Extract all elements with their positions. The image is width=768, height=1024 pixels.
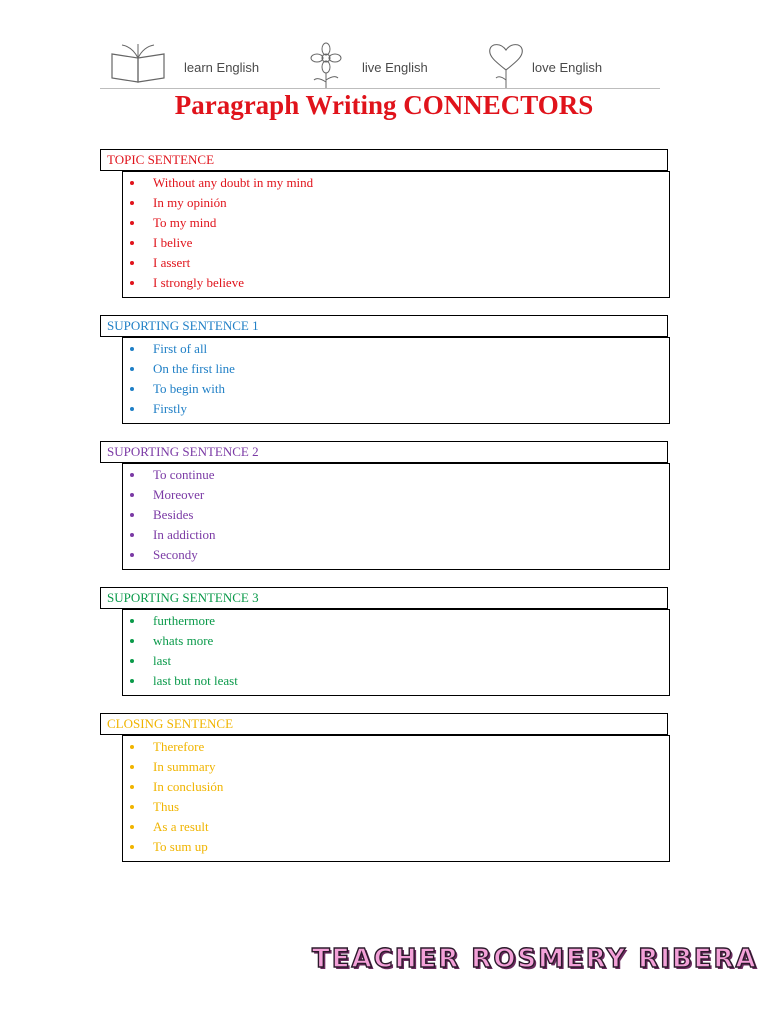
section-header-text: TOPIC SENTENCE: [107, 152, 215, 167]
section-list-box: [122, 735, 670, 862]
list-item: [123, 233, 669, 253]
list-item-text: To sum up: [153, 839, 208, 854]
bullet-icon: [130, 513, 134, 517]
section-list-box: [122, 463, 670, 570]
bullet-icon: [130, 679, 134, 683]
section-header-text: CLOSING SENTENCE: [107, 716, 234, 731]
love-english-text: love English: [532, 60, 603, 75]
section-list-box: [122, 337, 670, 424]
bullet-icon: [130, 845, 134, 849]
bullet-icon: [130, 805, 134, 809]
list-item: [123, 631, 669, 651]
section-header: [100, 713, 668, 735]
section-list-box: [122, 171, 670, 298]
banner-divider: [100, 88, 660, 89]
list-item: [123, 737, 669, 757]
list-item-text: Without any doubt in my mind: [153, 175, 314, 190]
bullet-icon: [130, 533, 134, 537]
bullet-icon: [130, 659, 134, 663]
list-item-text: last but not least: [153, 673, 238, 688]
list-item: [123, 837, 669, 857]
list-item: [123, 777, 669, 797]
list-item-text: In addiction: [153, 527, 216, 542]
section-header-text: SUPORTING SENTENCE 1: [107, 318, 259, 333]
bullet-icon: [130, 785, 134, 789]
bullet-icon: [130, 241, 134, 245]
list-item-text: In conclusión: [153, 779, 224, 794]
list-item: [123, 671, 669, 691]
list-item: [123, 465, 669, 485]
list-item: [123, 273, 669, 293]
bullet-icon: [130, 765, 134, 769]
section-header: [100, 441, 668, 463]
list-item-text: To begin with: [153, 381, 226, 396]
bullet-icon: [130, 281, 134, 285]
page-title: Paragraph Writing CONNECTORS: [174, 90, 594, 120]
footer-signature: [312, 944, 758, 984]
list-item-text: To my mind: [153, 215, 217, 230]
list-item-text: Therefore: [153, 739, 205, 754]
bullet-icon: [130, 619, 134, 623]
bullet-icon: [130, 407, 134, 411]
flower-icon: [298, 42, 358, 88]
list-item-text: In my opinión: [153, 195, 227, 210]
list-item-text: On the first line: [153, 361, 235, 376]
list-item: [123, 339, 669, 359]
list-item: [123, 797, 669, 817]
section-header-text: SUPORTING SENTENCE 3: [107, 590, 259, 605]
list-item: [123, 173, 669, 193]
bullet-icon: [130, 367, 134, 371]
list-item-text: Secondy: [153, 547, 198, 562]
bullet-icon: [130, 825, 134, 829]
list-item: [123, 525, 669, 545]
bullet-icon: [130, 473, 134, 477]
list-item-text: To continue: [153, 467, 215, 482]
section-list-box: [122, 609, 670, 696]
list-item-text: Besides: [153, 507, 194, 522]
bullet-icon: [130, 553, 134, 557]
teacher-signature: TEACHER ROSMERY RIBERA: [312, 944, 758, 974]
list-item-text: Moreover: [153, 487, 205, 502]
list-item-text: Thus: [153, 799, 179, 814]
header-banner: [100, 40, 660, 90]
list-item-text: In summary: [153, 759, 216, 774]
live-english-text: live English: [362, 60, 428, 75]
list-item: [123, 193, 669, 213]
list-item-text: I assert: [153, 255, 191, 270]
list-item: [123, 379, 669, 399]
list-item: [123, 757, 669, 777]
list-item: [123, 485, 669, 505]
list-item-text: last: [153, 653, 172, 668]
bullet-icon: [130, 261, 134, 265]
bullet-icon: [130, 201, 134, 205]
bullet-icon: [130, 181, 134, 185]
list-item-text: I strongly believe: [153, 275, 244, 290]
list-item: [123, 399, 669, 419]
list-item: [123, 611, 669, 631]
list-item: [123, 359, 669, 379]
bullet-icon: [130, 387, 134, 391]
section-header-text: SUPORTING SENTENCE 2: [107, 444, 259, 459]
learn-english-text: learn English: [184, 60, 260, 75]
bullet-icon: [130, 221, 134, 225]
list-item: [123, 651, 669, 671]
list-item: [123, 213, 669, 233]
section-header: [100, 315, 668, 337]
list-item: [123, 253, 669, 273]
list-item-text: Firstly: [153, 401, 187, 416]
list-item-text: As a result: [153, 819, 209, 834]
list-item-text: whats more: [153, 633, 214, 648]
bullet-icon: [130, 347, 134, 351]
list-item: [123, 505, 669, 525]
bullet-icon: [130, 745, 134, 749]
book-icon: [108, 42, 178, 88]
heart-icon: [486, 42, 536, 88]
section-header: [100, 149, 668, 171]
section-header: [100, 587, 668, 609]
bullet-icon: [130, 493, 134, 497]
list-item: [123, 545, 669, 565]
bullet-icon: [130, 639, 134, 643]
list-item-text: I belive: [153, 235, 193, 250]
list-item-text: First of all: [153, 341, 208, 356]
list-item: [123, 817, 669, 837]
list-item-text: furthermore: [153, 613, 216, 628]
